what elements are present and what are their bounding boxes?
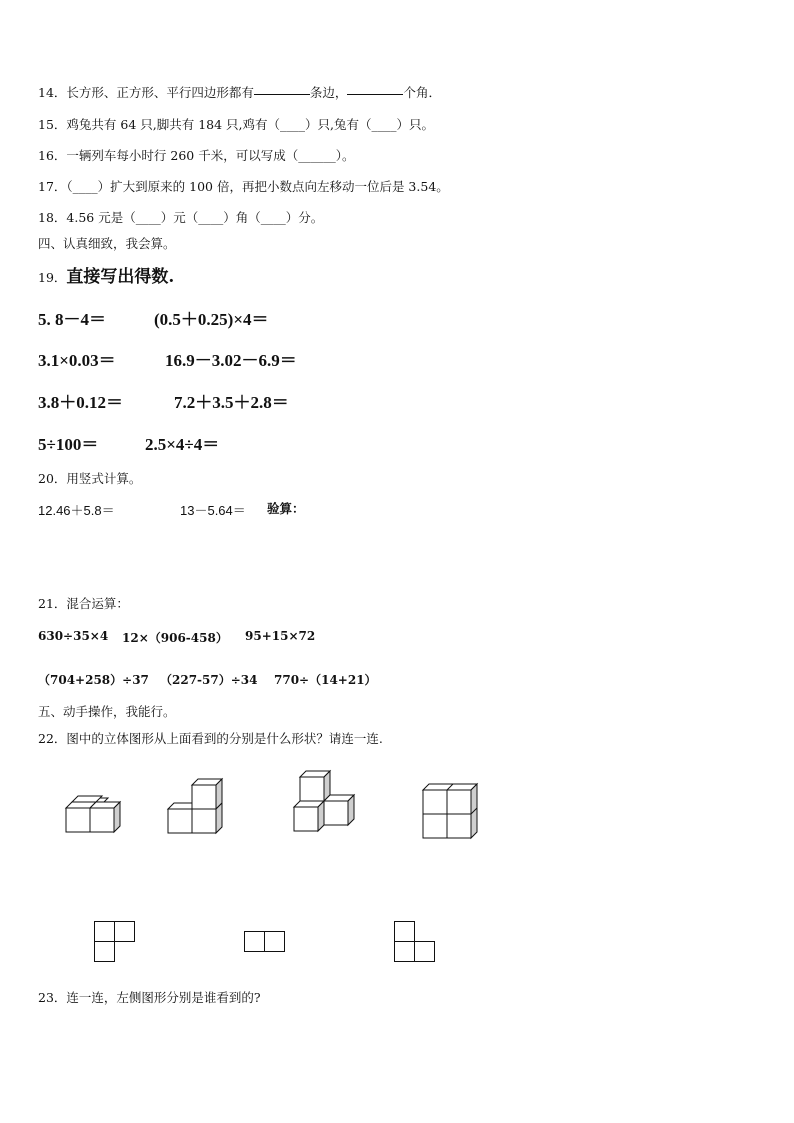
check-label: 验算： bbox=[267, 501, 305, 516]
question-22 bbox=[38, 729, 383, 747]
question-23 bbox=[38, 988, 261, 1006]
question-title: 混合运算： bbox=[66, 596, 129, 611]
question-text: 图中的立体图形从上面看到的分别是什么形状？请连一连. bbox=[66, 731, 383, 746]
question-number: 22． bbox=[38, 731, 67, 746]
question-16 bbox=[38, 146, 354, 164]
mixed-calc-item: 770÷（14+21） bbox=[274, 673, 377, 687]
calc-item: 5. 8－4＝ bbox=[38, 310, 106, 329]
top-view-2[interactable] bbox=[244, 931, 289, 956]
question-number: 14． bbox=[38, 85, 67, 100]
answer-blank[interactable] bbox=[347, 93, 403, 95]
solid-figure-4[interactable] bbox=[420, 780, 490, 845]
question-18 bbox=[38, 208, 323, 226]
solid-figure-3[interactable] bbox=[290, 767, 365, 842]
top-view-3[interactable] bbox=[394, 921, 439, 966]
question-number: 16． bbox=[38, 148, 67, 163]
question-17 bbox=[38, 177, 449, 195]
question-text-b: 条边， bbox=[309, 85, 348, 100]
question-text: 一辆列车每小时行 260 千米，可以写成（______）。 bbox=[66, 148, 355, 163]
calc-item: 3.1×0.03＝ bbox=[38, 351, 116, 370]
question-number: 21． bbox=[38, 596, 67, 611]
question-number: 19． bbox=[38, 270, 67, 285]
question-number: 17． bbox=[38, 179, 67, 194]
question-20 bbox=[38, 469, 141, 487]
calc-item: 7.2＋3.5＋2.8＝ bbox=[174, 393, 289, 412]
question-text: 鸡兔共有 64 只,脚共有 184 只,鸡有（____）只,兔有（____）只。 bbox=[66, 117, 434, 132]
vertical-calc-item: 12.46＋5.8＝ bbox=[38, 503, 115, 518]
question-number: 18． bbox=[38, 210, 67, 225]
solid-figure-1[interactable] bbox=[60, 790, 130, 840]
question-number: 15． bbox=[38, 117, 67, 132]
question-title: 用竖式计算。 bbox=[66, 471, 142, 486]
calc-item: 5÷100＝ bbox=[38, 435, 99, 454]
vertical-calc-item: 13－5.64＝ bbox=[180, 503, 246, 518]
question-21 bbox=[38, 594, 129, 612]
question-number: 23． bbox=[38, 990, 67, 1005]
top-view-1[interactable] bbox=[94, 921, 139, 966]
question-number: 20． bbox=[38, 471, 67, 486]
calc-item: 16.9－3.02－6.9＝ bbox=[165, 351, 297, 370]
calc-item: (0.5＋0.25)×4＝ bbox=[154, 310, 269, 329]
mixed-calc-item: 95+15×72 bbox=[245, 629, 316, 643]
question-text-c: 个角． bbox=[403, 85, 441, 100]
question-title: 直接写出得数. bbox=[66, 267, 175, 287]
mixed-calc-item: （704+258）÷37 bbox=[38, 673, 149, 687]
question-text: 4.56 元是（____）元（____）角（____）分。 bbox=[66, 210, 324, 225]
question-14 bbox=[38, 83, 441, 101]
mixed-calc-item: 12×（906-458） bbox=[122, 631, 228, 645]
calc-item: 2.5×4÷4＝ bbox=[145, 435, 220, 454]
mixed-calc-item: （227-57）÷34 bbox=[160, 673, 258, 687]
question-text: （____）扩大到原来的 100 倍，再把小数点向左移动一位后是 3.54。 bbox=[66, 179, 449, 194]
calc-item: 3.8＋0.12＝ bbox=[38, 393, 123, 412]
question-19 bbox=[38, 262, 174, 287]
solid-figure-2[interactable] bbox=[162, 775, 232, 840]
mixed-calc-item: 630÷35×4 bbox=[38, 629, 109, 643]
question-text: 连一连，左侧图形分别是谁看到的? bbox=[66, 990, 261, 1005]
section-heading-5: 五、动手操作，我能行。 bbox=[38, 704, 176, 719]
question-15 bbox=[38, 115, 434, 133]
question-text-a: 长方形、正方形、平行四边形都有 bbox=[66, 85, 254, 100]
section-heading-4: 四、认真细致，我会算。 bbox=[38, 236, 176, 251]
answer-blank[interactable] bbox=[254, 93, 310, 95]
